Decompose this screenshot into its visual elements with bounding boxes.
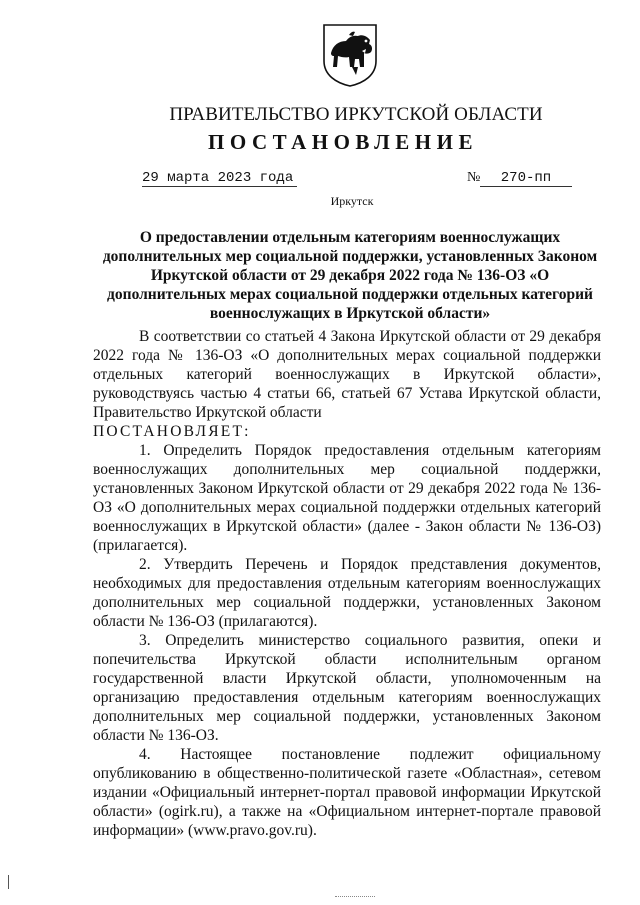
document-title: О предоставлении отдельным категориям военнослужащих дополнительных мер социальной поддержки, установленных Законом Иркутской области от 29 декабря 2022 года № 136-ОЗ «О дополнительных мерах социальной поддержки отдельных категорий военнослужащих в Иркутской области» xyxy=(102,229,598,322)
document-body xyxy=(93,327,601,840)
number-label: № xyxy=(467,170,481,185)
item-paragraph: 1. Определить Порядок предоставления отдельным категориям военнослужащих дополнительных мер социальной поддержки, установленных Законом Иркутской области от 29 декабря 2022 года № 136-ОЗ «О дополнительных мерах социальной поддержки отдельных категорий военнослужащих в Иркутской области» (далее - Закон области № 136-ОЗ) (прилагается). xyxy=(93,442,601,554)
scan-edge-mark xyxy=(8,875,9,889)
resolves-heading: ПОСТАНОВЛЯЕТ: xyxy=(93,423,251,440)
city: Иркутск xyxy=(330,194,374,208)
item-paragraph: 4. Настоящее постановление подлежит официальному опубликованию в общественно-политической газете «Областная», сетевом издании «Официальный интернет-портал правовой информации Иркутской области» (ogirk.ru), а также на «Официальном интернет-портале правовой информации» (www.pravo.gov.ru). xyxy=(93,746,601,839)
government-name: ПРАВИТЕЛЬСТВО ИРКУТСКОЙ ОБЛАСТИ xyxy=(169,104,543,125)
scan-mark xyxy=(335,896,375,897)
document-number: 270-пп xyxy=(480,170,572,187)
item-paragraph: 2. Утвердить Перечень и Порядок представления документов, необходимых для предоставления отдельным категориям военнослужащих дополнительных мер социальной поддержки, установленных Законом области № 136-ОЗ (прилагаются). xyxy=(93,556,601,630)
item-paragraph: 3. Определить министерство социального развития, опеки и попечительства Иркутской области исполнительным органом государственной власти Иркутской области, уполномоченным на организацию предоставления отдельным категориям военнослужащих дополнительных мер социальной поддержки, установленных Законом области № 136-ОЗ. xyxy=(93,632,601,744)
preamble-paragraph: В соответствии со статьей 4 Закона Иркутской области от 29 декабря 2022 года № 136-ОЗ «О дополнительных мерах социальной поддержки отдельных категорий военнослужащих в Иркутской области», руководствуясь частью 4 статьи 66, статьей 67 Устава Иркутской области, Правительство Иркутской области xyxy=(93,328,601,421)
document-type: ПОСТАНОВЛЕНИЕ xyxy=(208,130,478,154)
irkutsk-coat-of-arms-icon xyxy=(322,23,378,87)
document-date: 29 марта 2023 года xyxy=(142,170,297,187)
